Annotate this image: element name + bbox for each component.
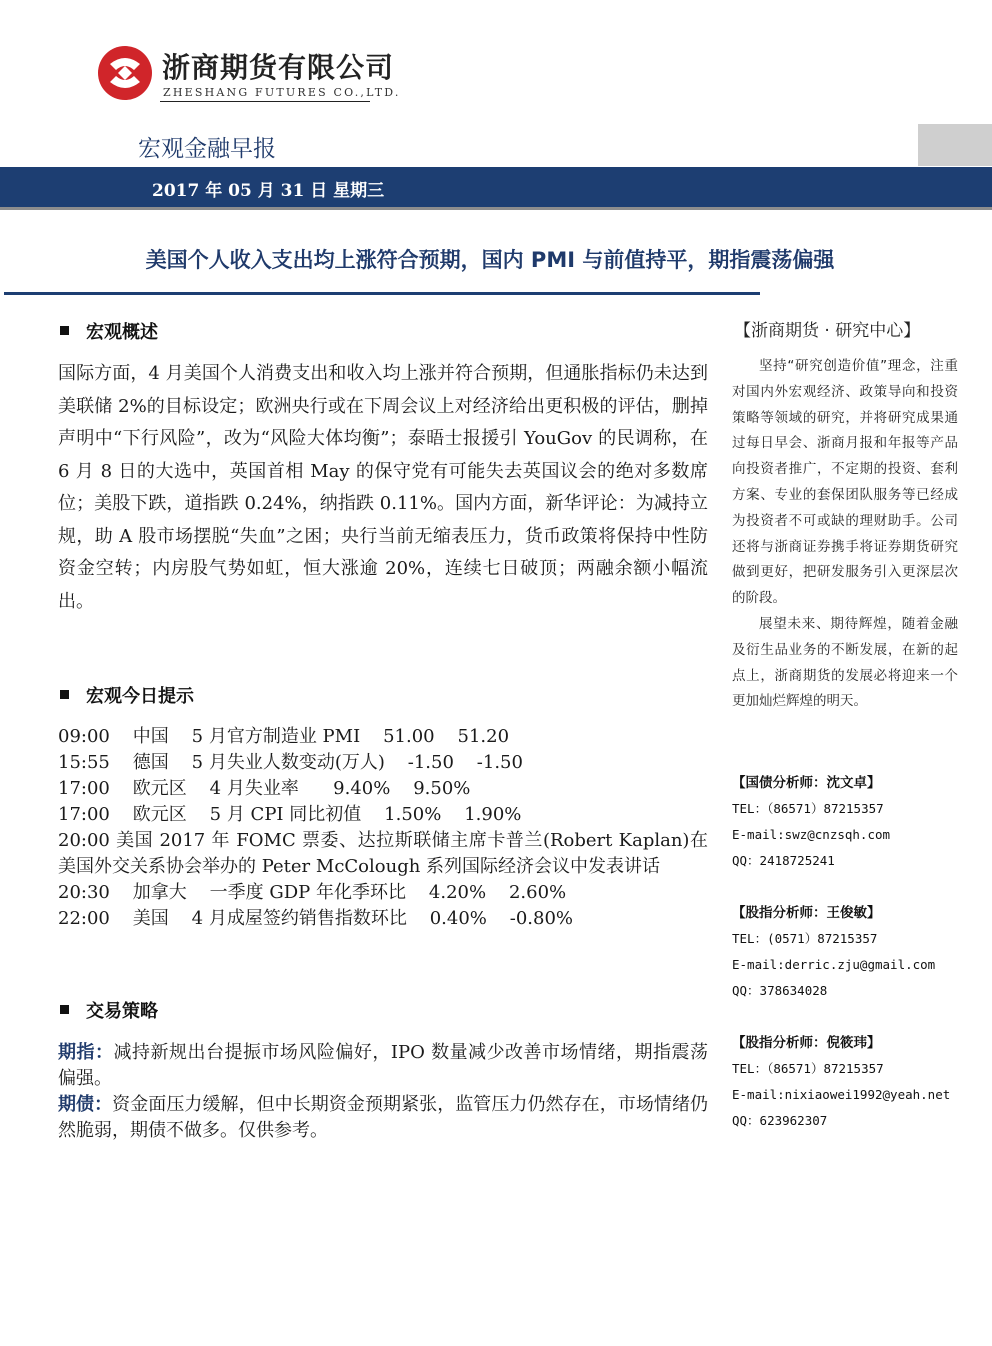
report-title: 宏观金融早报 [138, 136, 276, 162]
sidebar-heading: 【浙商期货 · 研究中心】 [734, 321, 921, 341]
analyst-tel: TEL：(0571）87215357 [732, 931, 878, 946]
analyst-tel: TEL：（86571）87215357 [732, 1061, 884, 1076]
strategy-label: 期指： [58, 1042, 114, 1063]
strategy-text: 资金面压力缓解，但中长期资金预期紧张，监管压力仍然存在，市场情绪仍然脆弱，期债不做多。仅供参考。 [58, 1094, 708, 1141]
company-underline [160, 101, 370, 102]
strategy-label: 期债： [58, 1094, 113, 1115]
analyst-card [732, 900, 972, 1004]
sidebar-intro [732, 354, 958, 715]
section-heading-text: 交易策略 [86, 1001, 158, 1022]
list-item: 17:00 欧元区 4 月失业率 9.40% 9.50% [58, 778, 471, 799]
list-item: 17:00 欧元区 5 月 CPI 同比初值 1.50% 1.90% [58, 804, 522, 825]
analyst-qq: QQ：623962307 [732, 1113, 828, 1128]
list-item: 20:30 加拿大 一季度 GDP 年化季环比 4.20% 2.60% [58, 882, 567, 903]
date-bar [0, 167, 992, 210]
analyst-name: 【国债分析师：沈文卓】 [732, 775, 881, 791]
headline: 美国个人收入支出均上涨符合预期，国内 PMI 与前值持平，期指震荡偏强 [145, 248, 835, 272]
strategy-block [58, 1040, 708, 1144]
analyst-name: 【股指分析师：倪筱玮】 [732, 1035, 881, 1051]
analyst-email[interactable]: E-mail:nixiaowei1992@yeah.net [732, 1087, 951, 1102]
analyst-tel: TEL：（86571）87215357 [732, 801, 884, 816]
square-bullet-icon [60, 1005, 69, 1014]
section-heading-strategy [60, 997, 158, 1023]
analyst-card [732, 770, 972, 874]
analyst-email[interactable]: E-mail:swz@cnzsqh.com [732, 827, 891, 842]
analyst-name: 【股指分析师：王俊敏】 [732, 905, 881, 921]
strategy-item-bond-futures [58, 1092, 708, 1144]
analyst-email[interactable]: E-mail:derric.zju@gmail.com [732, 957, 936, 972]
list-item: 15:55 德国 5 月失业人数变动(万人) -1.50 -1.50 [58, 752, 523, 773]
tips-list [58, 724, 708, 932]
company-name-en: ZHESHANG FUTURES CO.,LTD. [163, 86, 401, 99]
section-heading-text: 宏观今日提示 [86, 686, 194, 707]
strategy-text: 减持新规出台提振市场风险偏好，IPO 数量减少改善市场情绪，期指震荡偏强。 [58, 1042, 708, 1089]
company-name-cn: 浙商期货有限公司 [162, 51, 395, 84]
analyst-card [732, 1030, 972, 1134]
overview-paragraph: 国际方面，4 月美国个人消费支出和收入均上涨并符合预期，但通胀指标仍未达到美联储 2%的目标设定；欧洲央行或在下周会议上对经济给出更积极的评估，删掉声明中“下行风险”，改为“风险大体均衡”；泰晤士报援引 YouGov 的民调称，在 6 月 8 日的大选中，英国首相 May 的保守党有可能失去英国议会的绝对多数席位；美股下跌，道指跌 0.24%，纳指跌 0.11%。国内方面，新华评论：为减持立规，助 A 股市场摆脱“失血”之困；央行当前无缩表压力，货币政策将保持中性防资金空转；内房股气势如虹，恒大涨逾 20%，连续七日破顶；两融余额小幅流出。 [58, 363, 708, 612]
sidebar-paragraph: 展望未来、期待辉煌，随着金融及衍生品业务的不断发展，在新的起点上，浙商期货的发展必将迎来一个更加灿烂辉煌的明天。 [732, 615, 958, 710]
list-item: 09:00 中国 5 月官方制造业 PMI 51.00 51.20 [58, 726, 510, 747]
strategy-item-index-futures [58, 1040, 708, 1092]
list-item: 22:00 美国 4 月成屋签约销售指数环比 0.40% -0.80% [58, 908, 574, 929]
company-logo [96, 44, 154, 102]
analyst-qq: QQ：378634028 [732, 983, 828, 998]
section-heading-overview [60, 318, 158, 344]
header-grey-tab [918, 124, 992, 166]
square-bullet-icon [60, 690, 69, 699]
analyst-qq: QQ：2418725241 [732, 853, 835, 868]
report-date: 2017 年 05 月 31 日 星期三 [152, 181, 385, 201]
sidebar-paragraph: 坚持“研究创造价值”理念，注重对国内外宏观经济、政策导向和投资策略等领域的研究，并将研究成果通过每日早会、浙商月报和年报等产品向投资者推广，不定期的投资、套利方案、专业的套保团队服务等已经成为投资者不可或缺的理财助手。公司还将与浙商证券携手将证券期货研究做到更好，把研发服务引入更深层次的阶段。 [732, 358, 958, 607]
square-bullet-icon [60, 326, 69, 335]
list-item: 20:00 美国 2017 年 FOMC 票委、达拉斯联储主席卡普兰(Robert Kaplan)在美国外交关系协会举办的 Peter McColough 系列国际经济会议中发表讲话 [58, 830, 708, 877]
section-heading-text: 宏观概述 [86, 322, 158, 343]
headline-rule [4, 292, 760, 295]
section-heading-tips [60, 682, 194, 708]
